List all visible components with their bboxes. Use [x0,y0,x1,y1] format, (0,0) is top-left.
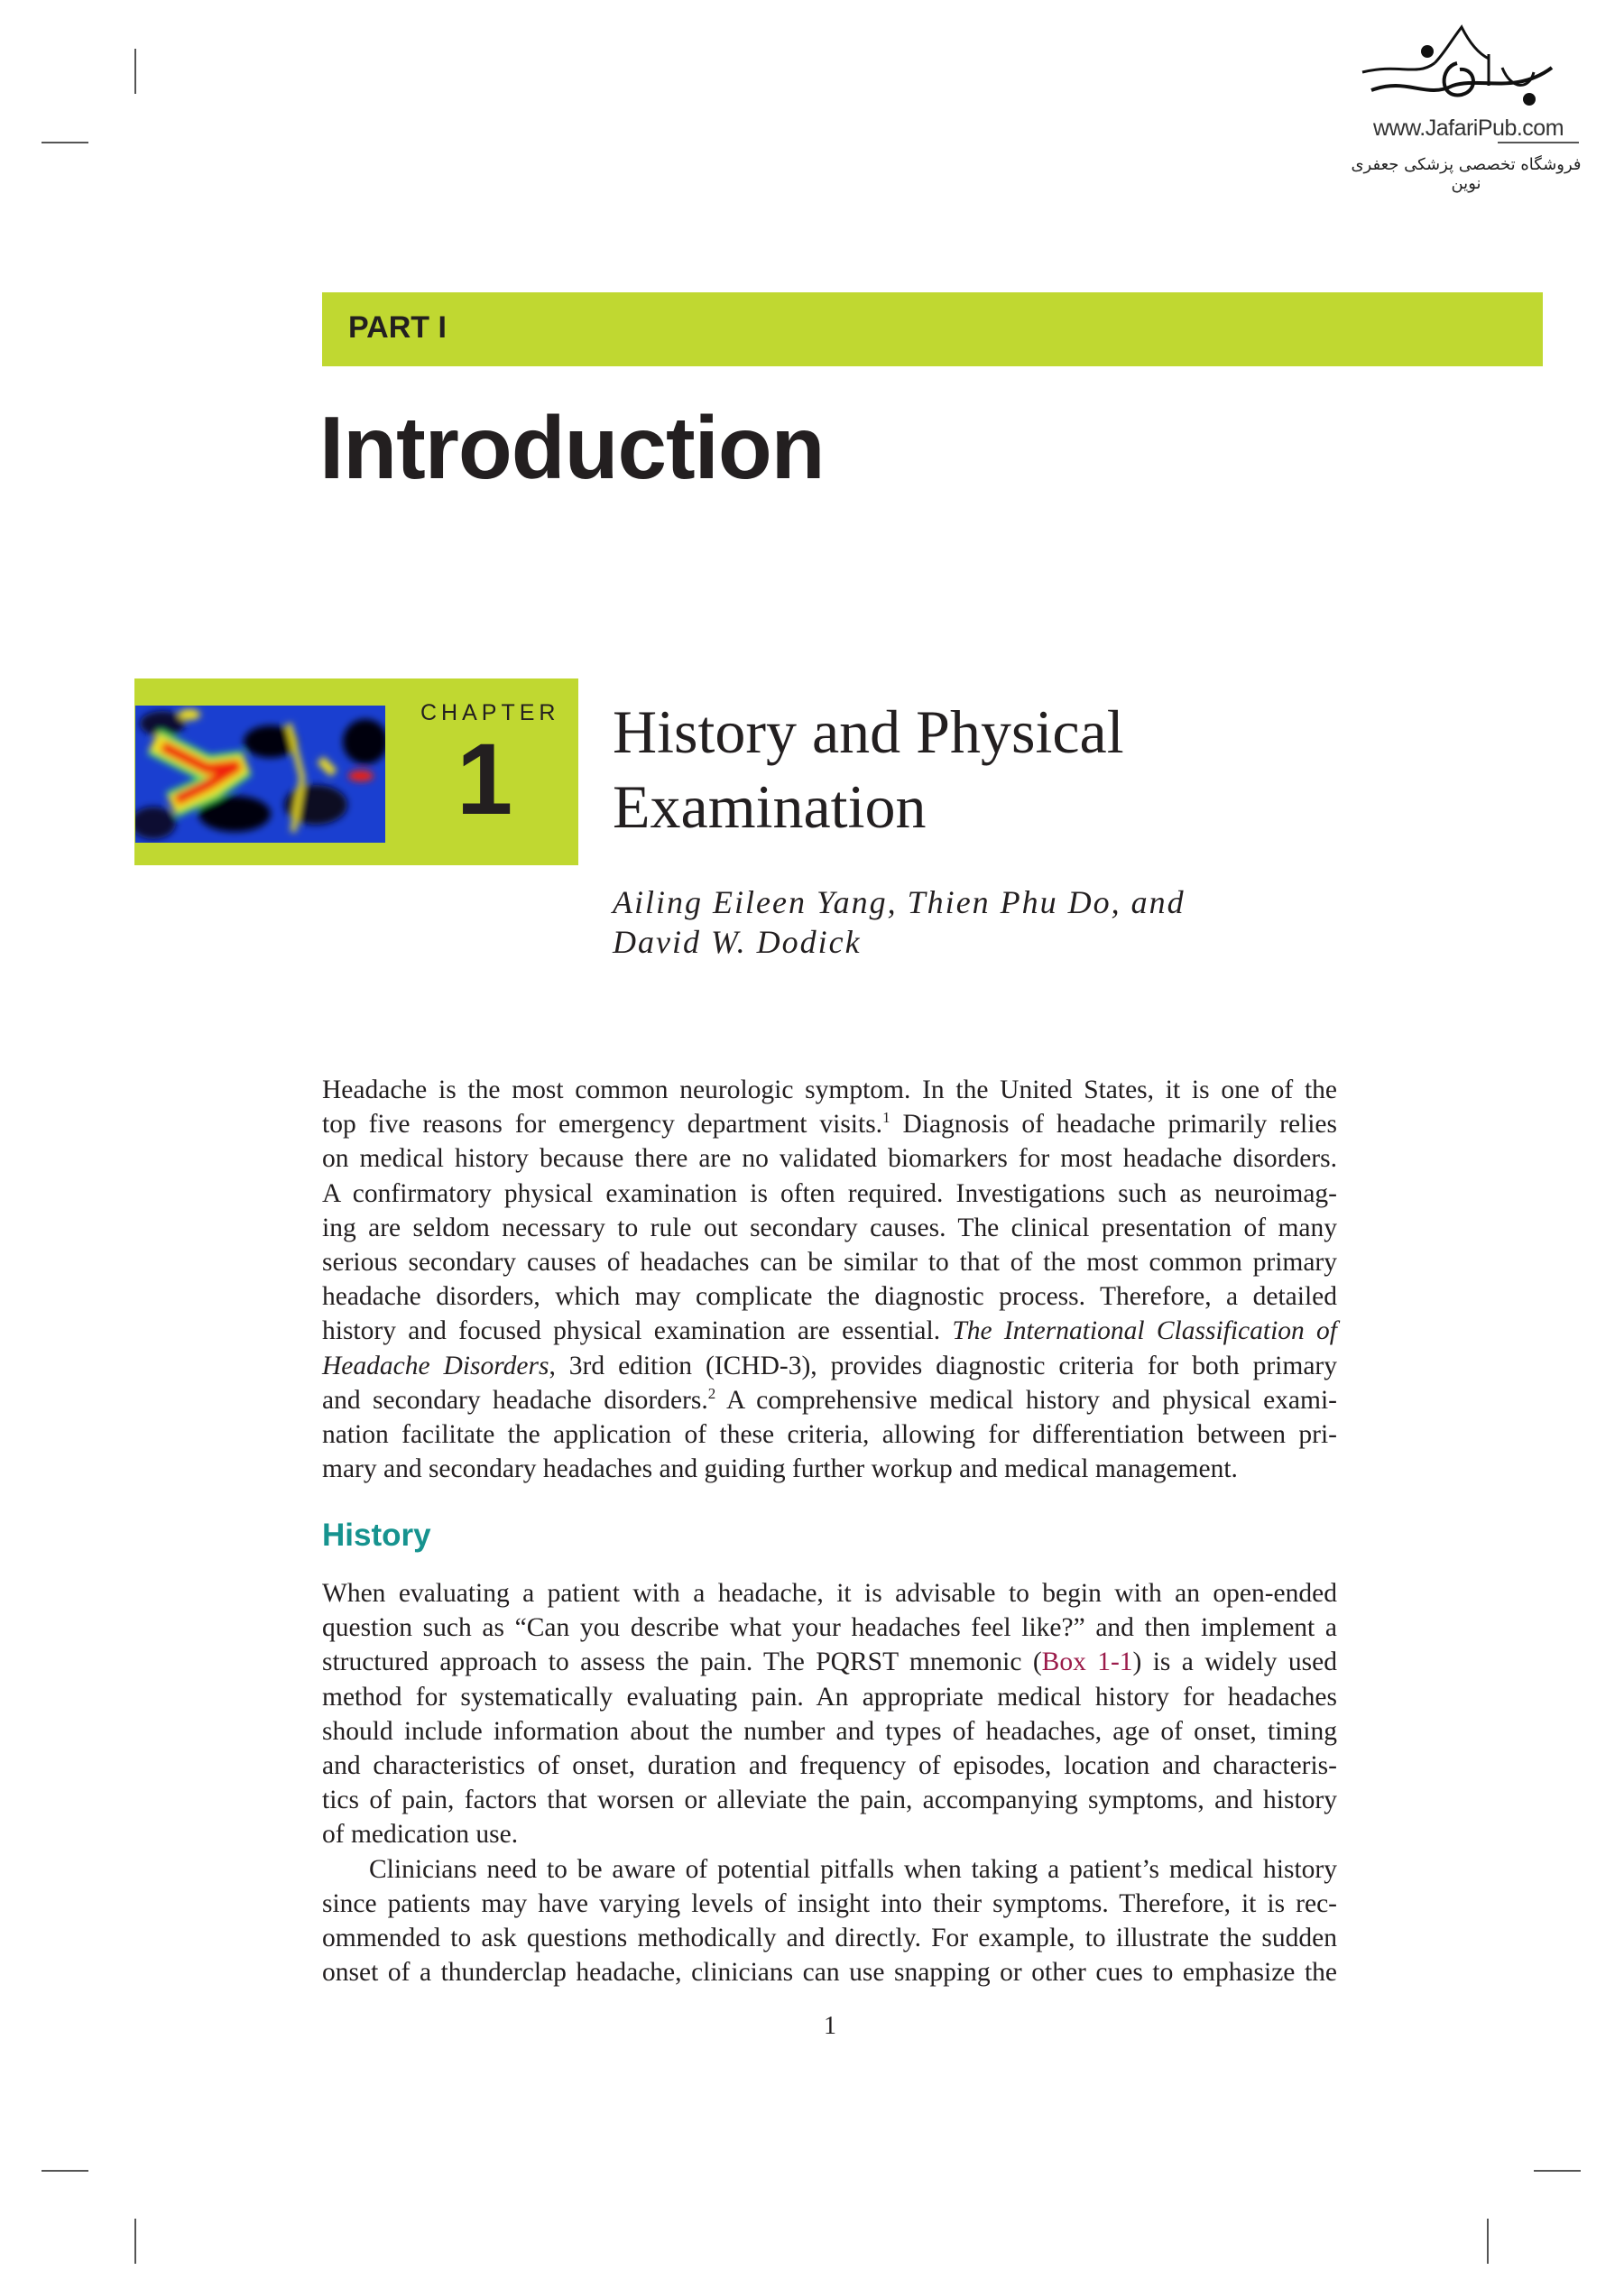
text-line: and characteristics of onset, duration and frequency of episodes, location and characteris- [322,1750,1337,1780]
text-line: mary and secondary headaches and guiding further workup and medical management. [322,1454,1238,1484]
crop-mark [42,142,88,143]
text-line: Clinicians need to be aware of potential pitfalls when taking a patient’s medical history [369,1854,1337,1884]
text-line: onset of a thunderclap headache, clinicians can use snapping or other cues to emphasize the [322,1958,1337,1988]
text-line: on medical history because there are no validated biomarkers for most headache disorders. [322,1144,1337,1174]
text-line: top five reasons for emergency department visits.$^1$ Diagnosis of headache primarily relies [322,1109,1338,1140]
publisher-logo [1353,23,1561,113]
text-line: Headache Disorders, 3rd edition (ICHD-3), provides diagnostic criteria for both primary [322,1351,1337,1380]
chapter-label: CHAPTER [420,700,560,725]
chapter-title-line: History and Physical [613,697,1124,766]
text-line: question such as “Can you describe what your headaches feel like?” and then implement a [322,1613,1337,1643]
text-line: structured approach to assess the pain. The PQRST mnemonic (Box 1-1) is a widely used [322,1648,1337,1677]
text-line: ommended to ask questions methodically and directly. For example, to illustrate the sudden [322,1923,1337,1952]
publisher-tagline: فروشگاه تخصصی پزشکی جعفری نوین [1351,155,1582,193]
text-line: of medication use. [322,1820,519,1850]
author-line: David W. Dodick [613,924,862,960]
text-line: tics of pain, factors that worsen or alleviate the pain, accompanying symptoms, and history [322,1786,1337,1815]
text-line: ing are seldom necessary to rule out secondary causes. The clinical presentation of many [322,1213,1337,1242]
crop-mark [1534,2170,1581,2172]
page-number: 1 [824,2012,836,2040]
chapter-title-line: Examination [613,772,927,841]
reference-2[interactable]: 2 [707,1384,716,1402]
text-line: A confirmatory physical examination is often required. Investigations such as neuroimag- [322,1178,1337,1208]
part-label: PART I [348,310,447,345]
reference-1[interactable]: 1 [882,1109,890,1127]
chapter-title [613,695,1124,845]
text-line: since patients may have varying levels of insight into their symptoms. Therefore, it is rec- [322,1888,1337,1918]
crop-mark [1487,2219,1489,2264]
intro-paragraph [322,1073,1337,1486]
text-line: should include information about the number and types of headaches, age of onset, timing [322,1716,1337,1746]
logo-underline [1498,142,1579,143]
crop-mark [42,2170,88,2172]
chapter-authors [613,882,1186,962]
text-line: history and focused physical examination are essential. The International Classification of [322,1316,1337,1346]
text-line: nation facilitate the application of these criteria, allowing for differentiation between pri- [322,1419,1337,1449]
text-line: and secondary headache disorders.$^2$ A comprehensive medical history and physical exami- [322,1384,1337,1415]
part-title: Introduction [319,398,825,497]
box-1-1-link[interactable]: Box 1-1 [1041,1648,1133,1677]
author-line: Ailing Eileen Yang, Thien Phu Do, and [613,884,1186,920]
chapter-heatmap-image [135,706,385,843]
crop-mark [134,2219,136,2264]
chapter-number: 1 [457,723,513,835]
part-banner [322,292,1543,366]
crop-mark [134,49,136,94]
history-paragraph [322,1576,1337,1989]
text-line: serious secondary causes of headaches can be similar to that of the most common primary [322,1247,1337,1277]
text-line: method for systematically evaluating pain. An appropriate medical history for headaches [322,1682,1337,1712]
text-line: headache disorders, which may complicate the diagnostic process. Therefore, a detailed [322,1282,1337,1312]
publisher-url: www.JafariPub.com [1373,115,1564,141]
text-line: When evaluating a patient with a headache, it is advisable to begin with an open-ended [322,1579,1337,1608]
section-heading-history: History [322,1518,431,1553]
text-line: Headache is the most common neurologic symptom. In the United States, it is one of the [322,1075,1337,1104]
calligraphy-logo-icon [1353,23,1561,113]
